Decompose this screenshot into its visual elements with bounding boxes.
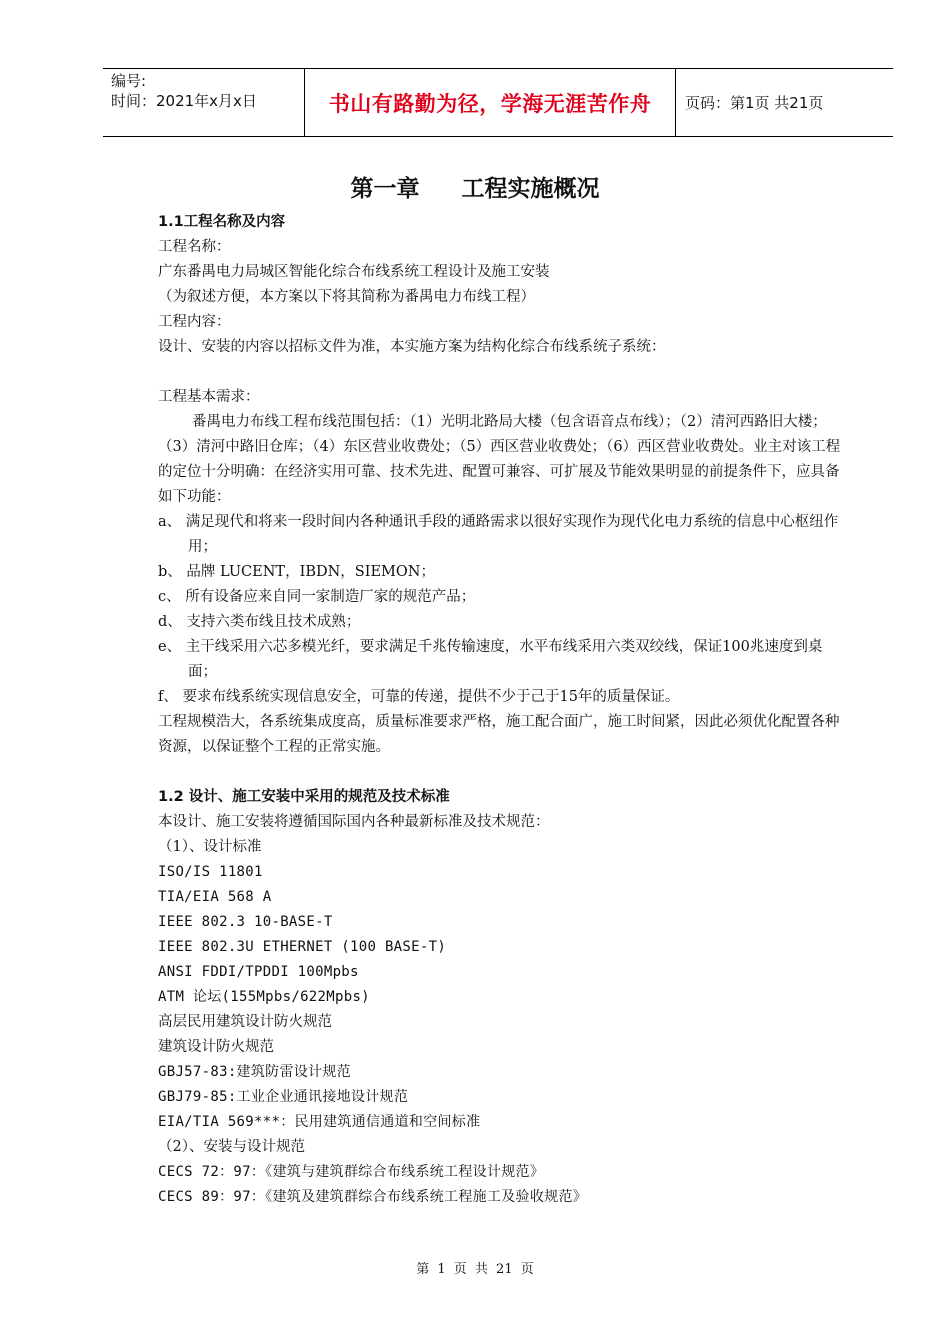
standard-item: GBJ79-85:工业企业通讯接地设计规范 bbox=[158, 1089, 409, 1105]
project-name-label: 工程名称： bbox=[158, 239, 231, 255]
standard-item: CECS 72：97：《建筑与建筑群综合布线系统工程设计规范》 bbox=[158, 1164, 545, 1180]
project-name-note: （为叙述方便，本方案以下将其简称为番禺电力布线工程） bbox=[158, 289, 535, 305]
requirement-item: b、 品牌 LUCENT，IBDN，SIEMON； bbox=[158, 564, 435, 580]
page-footer: 第 1 页 共 21 页 bbox=[416, 1262, 534, 1277]
design-standards-label: （1）、设计标准 bbox=[158, 839, 262, 855]
chapter-name: 工程实施概况 bbox=[461, 176, 600, 202]
chapter-title bbox=[0, 170, 950, 203]
standard-item: CECS 89：97：《建筑及建筑群综合布线系统工程施工及验收规范》 bbox=[158, 1189, 588, 1205]
project-content-value: 设计、安装的内容以招标文件为准，本实施方案为结构化综合布线系统子系统： bbox=[158, 339, 666, 355]
install-standards-label: （2）、安装与设计规范 bbox=[158, 1139, 305, 1155]
page-header bbox=[103, 68, 893, 137]
standard-item: ISO/IS 11801 bbox=[158, 864, 263, 880]
header-page-label: 页码：第1页 共21页 bbox=[685, 94, 824, 112]
standard-item: 高层民用建筑设计防火规范 bbox=[158, 1014, 332, 1030]
requirement-item: c、 所有设备应来自同一家制造厂家的规范产品； bbox=[158, 589, 476, 605]
standard-item: 建筑设计防火规范 bbox=[158, 1039, 274, 1055]
requirements-label: 工程基本需求： bbox=[158, 389, 260, 405]
document-date-label: 时间：2021年x月x日 bbox=[111, 92, 257, 110]
standard-item: GBJ57-83:建筑防雷设计规范 bbox=[158, 1064, 351, 1080]
standard-item: ANSI FDDI/TPDDI 100Mpbs bbox=[158, 964, 359, 980]
project-name-value: 广东番禺电力局城区智能化综合布线系统工程设计及施工安装 bbox=[158, 264, 550, 280]
standard-item: IEEE 802.3 10-BASE-T bbox=[158, 914, 333, 930]
standard-item: ATM 论坛(155Mpbs/622Mpbs) bbox=[158, 989, 370, 1005]
standards-intro: 本设计、施工安装将遵循国际国内各种最新标准及技术规范： bbox=[158, 814, 550, 830]
requirement-item: f、 要求布线系统实现信息安全，可靠的传递，提供不少于己于15年的质量保证。 bbox=[158, 689, 680, 705]
requirement-item: d、 支持六类布线且技术成熟； bbox=[158, 614, 361, 630]
standard-item: TIA/EIA 568 A bbox=[158, 889, 272, 905]
closing-paragraph: 工程规模浩大，各系统集成度高，质量标准要求严格，施工配合面广，施工时间紧，因此必须优化配置各种资源，以保证整个工程的正常实施。 bbox=[158, 714, 840, 755]
requirements-paragraph: 番禺电力布线工程布线范围包括：（1）光明北路局大楼（包含语音点布线）；（2）清河西路旧大楼；（3）清河中路旧仓库；（4）东区营业收费处；（5）西区营业收费处；（6）西区营业收费处。业主对该工程的定位十分明确：在经济实用可靠、技术先进、配置可兼容、可扩展及节能效果明显的前提条件下，应具备如下功能： bbox=[158, 414, 841, 505]
standard-item: EIA/TIA 569***：民用建筑通信通道和空间标准 bbox=[158, 1114, 481, 1130]
chapter-number: 第一章 bbox=[350, 176, 420, 202]
document-body bbox=[158, 210, 842, 1210]
header-motto: 书山有路勤为径，学海无涯苦作舟 bbox=[304, 69, 676, 136]
section-heading: 1.1工程名称及内容 bbox=[158, 214, 286, 230]
document-number-label: 编号: bbox=[111, 72, 147, 90]
standard-item: IEEE 802.3U ETHERNET (100 BASE-T) bbox=[158, 939, 447, 955]
section-heading: 1.2 设计、施工安装中采用的规范及技术标准 bbox=[158, 789, 450, 805]
project-content-label: 工程内容： bbox=[158, 314, 231, 330]
header-info bbox=[103, 69, 304, 136]
requirement-item: e、 主干线采用六芯多模光纤，要求满足千兆传输速度，水平布线采用六类双绞线，保证100兆速度到桌面； bbox=[158, 639, 823, 680]
requirement-item: a、 满足现代和将来一段时间内各种通讯手段的通路需求以很好实现作为现代化电力系统的信息中心枢纽作用； bbox=[158, 514, 839, 555]
